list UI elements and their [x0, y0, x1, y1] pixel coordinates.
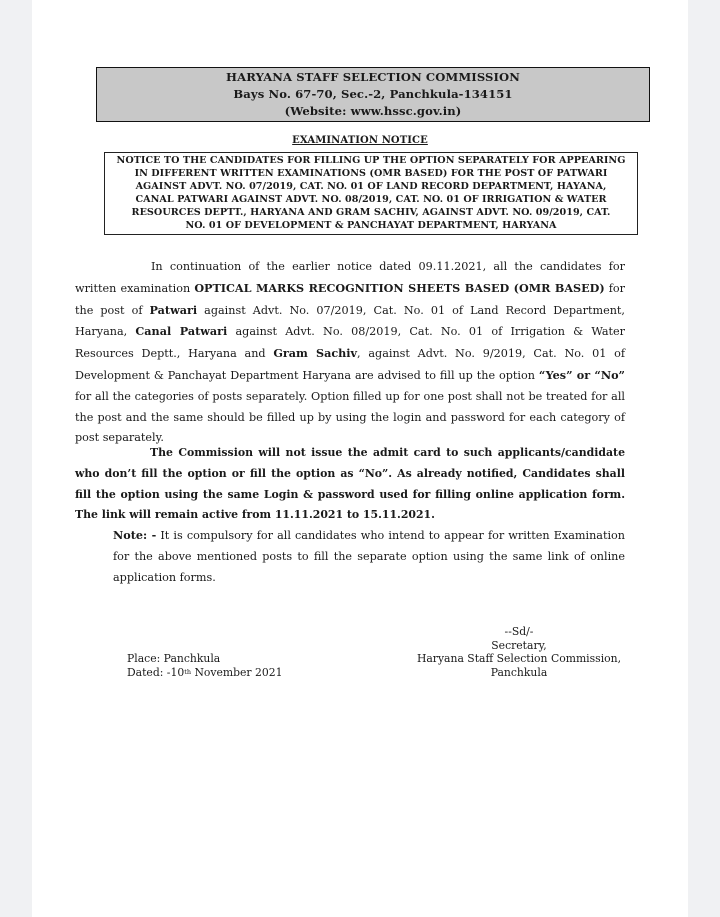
bold-run: “Yes” or “No” [538, 367, 625, 382]
bold-run: Canal Patwari [135, 324, 228, 339]
dated-suffix: November 2021 [191, 665, 283, 679]
subject-line: RESOURCES DEPTT., HARYANA AND GRAM SACHIV, AGAINST ADVT. NO. 09/2019, CAT. [131, 206, 611, 218]
dated-prefix: Dated: -10 [127, 665, 185, 679]
place-date-block [127, 652, 283, 679]
signature: --Sd/- [504, 625, 534, 638]
designation: Secretary, [491, 638, 547, 652]
bold-run: Gram Sachiv [273, 346, 358, 361]
subject-line: AGAINST ADVT. NO. 07/2019, CAT. NO. 01 OF LAND RECORD DEPARTMENT, HAYANA, [135, 180, 607, 192]
document-page [32, 0, 688, 917]
org-website: (Website: www.hssc.gov.in) [284, 104, 462, 118]
signature-block [404, 625, 634, 679]
text-run: against Advt. No. 07/2019, Cat. No. 01 of Land Record Department, Haryana, [75, 303, 625, 339]
subject-line: CANAL PATWARI AGAINST ADVT. NO. 08/2019, CAT. NO. 01 OF IRRIGATION & WATER [135, 193, 607, 205]
bold-run: OPTICAL MARKS RECOGNITION SHEETS BASED (OMR BASED) [194, 280, 605, 295]
admit-card-warning: The Commission will not issue the admit card to such applicants/candidate who don’t fill the option or fill the option as “No”. As already notified, Candidates shall fill the option using the same Login & password used for filling online application form. The link will remain active from 11.11.2021 to 15.11.2021. [75, 446, 625, 522]
subject-line: IN DIFFERENT WRITTEN EXAMINATIONS (OMR BASED) FOR THE POST OF PATWARI [134, 167, 608, 179]
org-address: Bays No. 67-70, Sec.-2, Panchkula-134151 [233, 87, 513, 101]
signatory-org: Haryana Staff Selection Commission, [416, 652, 622, 665]
subject-line: NO. 01 OF DEVELOPMENT & PANCHAYAT DEPARTMENT, HARYANA [185, 219, 557, 231]
body-paragraph-1 [75, 257, 625, 449]
letterhead-box [96, 67, 650, 122]
subject-line: NOTICE TO THE CANDIDATES FOR FILLING UP THE OPTION SEPARATELY FOR APPEARING [116, 155, 626, 166]
note-text: It is compulsory for all candidates who intend to appear for written Examination for the above mentioned posts to fill the separate option using the same link of online application forms. [113, 529, 625, 584]
text-run: against Advt. No. 08/2019, Cat. No. 01 of Irrigation & Water Resources Deptt., Haryana and [75, 325, 626, 361]
text-run: for all the categories of posts separately. Option filled up for one post shall not be treated for all the post and the same should be filled up by using the login and password for each category of post separately. [75, 389, 625, 445]
body-paragraph-2 [75, 443, 625, 526]
note-label: Note: - [113, 528, 157, 542]
dated [127, 666, 283, 680]
notice-title: EXAMINATION NOTICE [292, 135, 428, 146]
place: Place: Panchkula [127, 652, 221, 665]
notice-subject-box [104, 152, 638, 235]
dated-sup: th [184, 667, 192, 676]
text-run: for the post of [75, 281, 626, 317]
signatory-city: Panchkula [490, 665, 548, 679]
note-paragraph [113, 525, 625, 588]
text-run: , against Advt. No. 9/2019, Cat. No. 01 of Development & Panchayat Department Haryana are advised to fill up the option [75, 347, 625, 382]
org-name: HARYANA STAFF SELECTION COMMISSION [226, 70, 520, 84]
text-run: In continuation of the earlier notice dated 09.11.2021, all the candidates for written examination [75, 260, 625, 295]
bold-run: Patwari [149, 302, 198, 317]
